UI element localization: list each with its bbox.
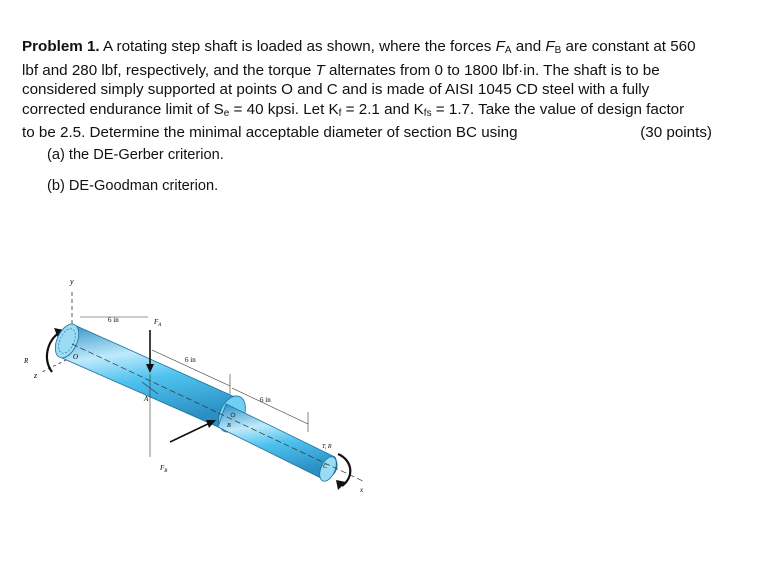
text-segment: lbf and 280 lbf, respectively, and the torque bbox=[22, 61, 316, 79]
torque-label: T, R bbox=[322, 444, 332, 450]
force-a-label-main: F bbox=[154, 318, 159, 326]
point-o-label: O bbox=[73, 353, 79, 361]
se-subscript: e bbox=[223, 107, 230, 119]
problem-line-1 bbox=[22, 37, 722, 61]
x-axis-label: x bbox=[360, 486, 364, 494]
r-label: R bbox=[24, 357, 29, 365]
problem-line-2 bbox=[22, 61, 722, 81]
z-axis-label: z bbox=[34, 371, 38, 380]
text-segment: = 2.1 and K bbox=[341, 100, 424, 118]
text-segment: are constant at 560 bbox=[561, 38, 696, 55]
force-a-label bbox=[153, 318, 162, 328]
point-b-label: B bbox=[227, 423, 231, 429]
text-segment: and bbox=[511, 38, 546, 55]
text-segment: = 40 kpsi. Let K bbox=[229, 100, 339, 118]
problem-line-3: considered simply supported at points O and C and is made of AISI 1045 CD steel with a fully bbox=[22, 81, 650, 99]
text-segment: A rotating step shaft is loaded as shown, where the forces bbox=[103, 38, 496, 55]
shaft-large-section bbox=[58, 324, 239, 430]
problem-line-5 bbox=[22, 123, 722, 143]
problem-statement bbox=[22, 37, 722, 143]
dimension-2-label: 6 in bbox=[185, 356, 196, 364]
kfs-subscript: fs bbox=[423, 107, 432, 119]
text-segment: to be 2.5. Determine the minimal acceptable diameter of section BC using bbox=[22, 124, 518, 142]
point-c-label: C bbox=[323, 464, 328, 470]
part-b: (b) DE-Goodman criterion. bbox=[47, 178, 219, 194]
force-a-label-sub: A bbox=[158, 323, 162, 328]
dimension-1-label: 6 in bbox=[108, 316, 119, 324]
force-a-subscript: A bbox=[504, 45, 512, 56]
part-a: (a) the DE-Gerber criterion. bbox=[47, 147, 224, 163]
force-b-label bbox=[159, 464, 167, 474]
force-b-subscript: B bbox=[554, 45, 562, 56]
force-b-symbol: F bbox=[545, 38, 555, 55]
question-parts bbox=[47, 147, 224, 209]
y-axis-label: y bbox=[70, 277, 74, 286]
text-segment: corrected endurance limit of S bbox=[22, 100, 224, 118]
dimension-3-label: 6 in bbox=[260, 396, 271, 404]
problem-line-4 bbox=[22, 100, 722, 124]
text-segment: = 1.7. Take the value of design factor bbox=[431, 100, 685, 118]
text-segment: alternates from 0 to 1800 lbf·in. The shaft is to be bbox=[324, 61, 660, 79]
problem-title: Problem 1. bbox=[22, 38, 100, 55]
force-a-symbol: F bbox=[495, 38, 505, 55]
points-label: (30 points) bbox=[640, 124, 712, 142]
point-a-label: A bbox=[144, 395, 149, 403]
force-b-arrow bbox=[170, 422, 212, 442]
force-b-label-main: F bbox=[160, 464, 165, 472]
shaft-diagram bbox=[20, 262, 390, 497]
shaft-figure bbox=[20, 262, 390, 497]
kf-subscript: f bbox=[338, 107, 342, 119]
torque-symbol: T bbox=[315, 61, 325, 79]
force-b-label-sub: B bbox=[164, 469, 168, 474]
shaft-small-section bbox=[218, 404, 337, 480]
